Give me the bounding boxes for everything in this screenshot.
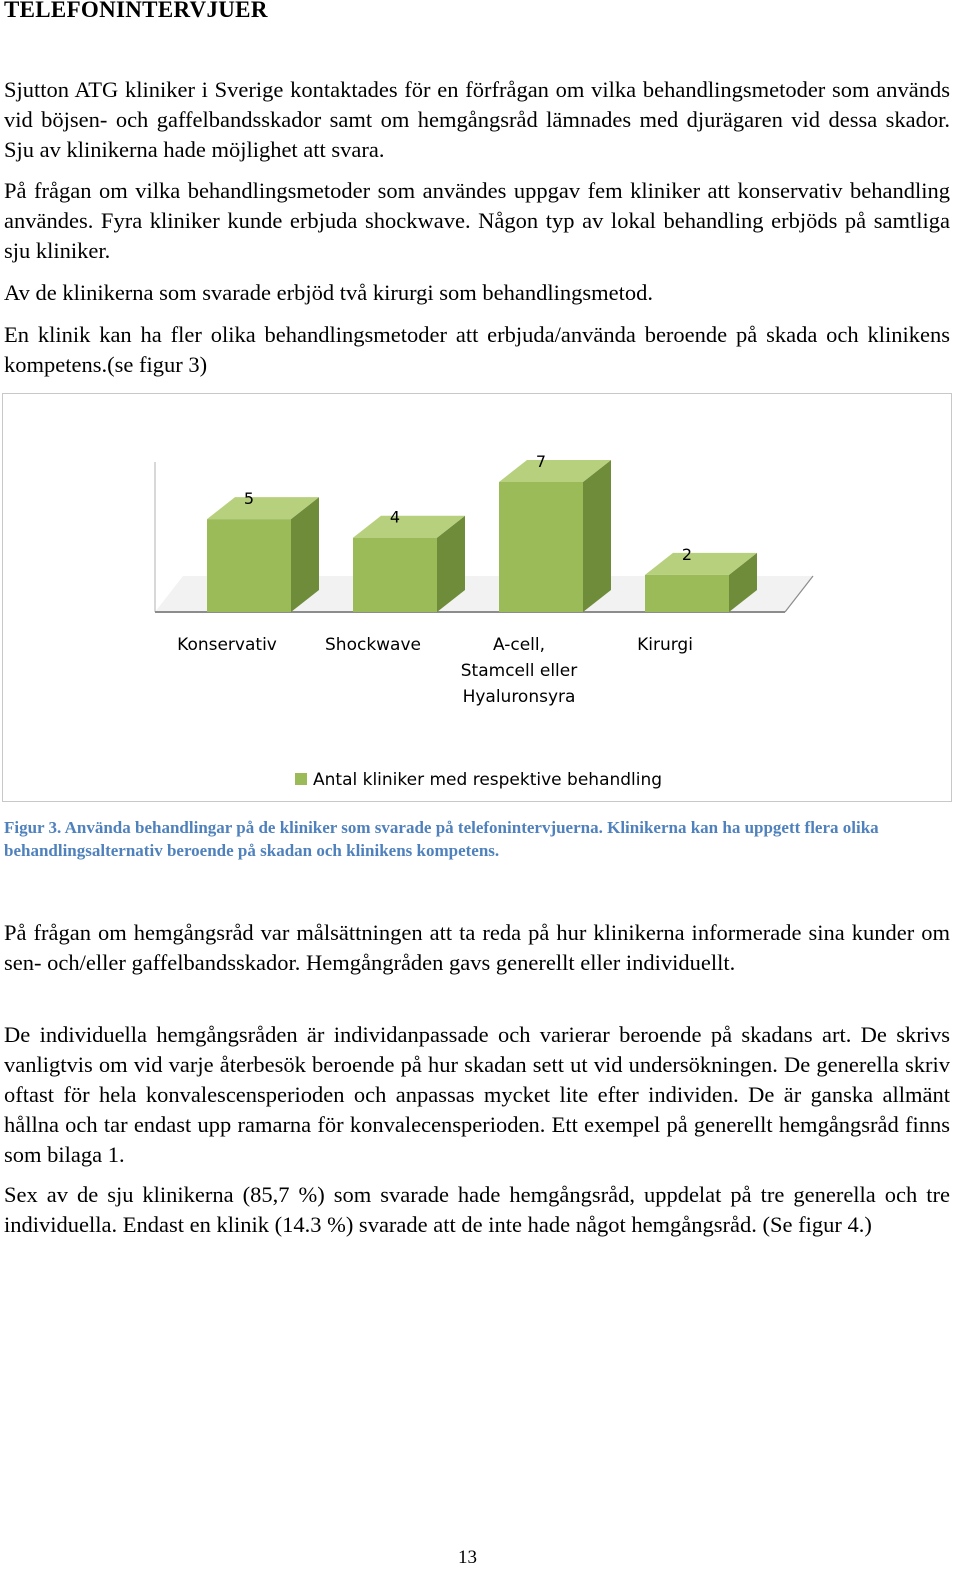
bar-front <box>499 482 583 612</box>
category-label: Hyaluronsyra <box>462 687 576 707</box>
bar-front <box>207 519 291 612</box>
paragraph-methods: På frågan om vilka behandlingsmetoder som användes uppgav fem kliniker att konservativ behandling användes. Fyra kliniker kunde erbjuda shockwave. Någon typ av lokal behandling erbjöds på samtliga sju kliniker. <box>4 178 950 263</box>
category-label: Kirurgi <box>637 635 693 655</box>
category-label: Konservativ <box>177 635 277 655</box>
page-number: 13 <box>458 1547 477 1568</box>
paragraph-home-advice: På frågan om hemgångsråd var målsättningen att ta reda på hur klinikerna informerade sina kunder om sen- och/eller gaffelbandsskador. Hemgångråden gavs generellt eller individuellt. <box>4 920 950 975</box>
bar-front <box>353 538 437 612</box>
bar-side <box>583 460 611 612</box>
data-label: 7 <box>535 452 547 471</box>
paragraph-intro: Sjutton ATG kliniker i Sverige kontaktades för en förfrågan om vilka behandlingsmetoder som används vid böjsen- och gaffelbandsskador samt om hemgångsråd lämnades med djurägaren vid dessa skador. Sju av klinikerna hade möjlighet att svara. <box>4 77 950 162</box>
data-label: 2 <box>681 544 693 564</box>
data-label: 5 <box>243 489 255 509</box>
treatment-bar-chart <box>3 394 950 800</box>
section-heading: TELEFONINTERVJUER <box>4 0 268 22</box>
figure-3-chart <box>2 393 952 802</box>
category-label: Shockwave <box>325 635 421 655</box>
legend-label: Antal kliniker med respektive behandling <box>313 770 663 790</box>
legend-swatch <box>295 773 307 785</box>
bar-front <box>645 575 729 612</box>
paragraph-multiple-methods: En klinik kan ha fler olika behandlingsmetoder att erbjuda/använda beroende på skada och klinikens kompetens.(se figur 3) <box>4 322 950 377</box>
data-label: 4 <box>389 507 401 527</box>
paragraph-surgery: Av de klinikerna som svarade erbjöd två kirurgi som behandlingsmetod. <box>4 280 654 305</box>
category-label: A-cell, <box>492 635 546 655</box>
category-label: Stamcell eller <box>460 661 578 681</box>
figure-caption: Figur 3. Använda behandlingar på de kliniker som svarade på telefonintervjuerna. Klinikerna kan ha uppgett flera olika behandlingsalternativ beroende på skadan och klinikens kompetens. <box>4 818 879 860</box>
paragraph-statistics: Sex av de sju klinikerna (85,7 %) som svarade hade hemgångsråd, uppdelat på tre generella och tre individuella. Endast en klinik (14.3 %) svarade att de inte hade något hemgångsråd. (Se figur 4.) <box>4 1182 950 1237</box>
paragraph-individual-advice: De individuella hemgångsråden är individanpassade och varierar beroende på skadans art. De skrivs vanligtvis om vid varje återbesök beroende på hur skadan sett ut vid undersökningen. De generella skriv oftast för hela konvalescensperioden och anpassas mycket lite efter individen. De är ganska allmänt hållna och tar endast upp ramarna för konvalecensperioden. Ett exempel på generellt hemgångsråd finns som bilaga 1. <box>4 1022 950 1167</box>
